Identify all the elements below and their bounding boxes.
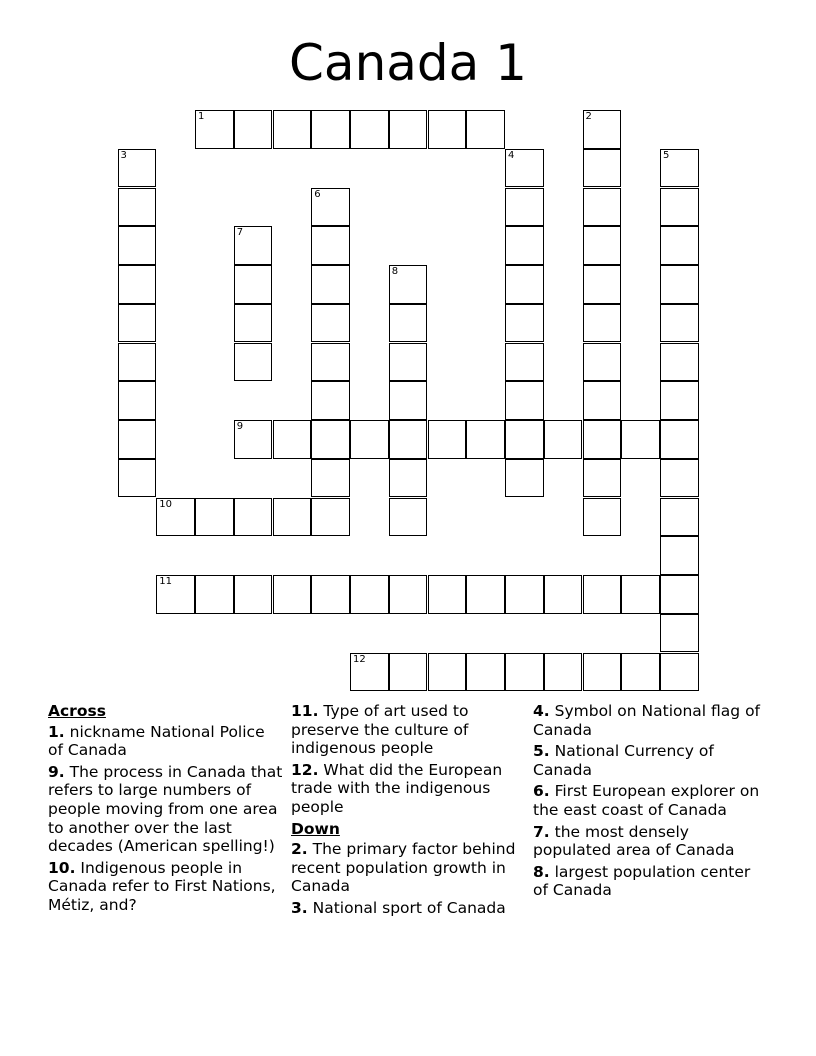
grid-cell[interactable] [273, 498, 312, 537]
clue-number: 4 [508, 149, 515, 161]
grid-cell[interactable] [466, 575, 505, 614]
grid-cell[interactable] [273, 575, 312, 614]
grid-cell[interactable] [118, 265, 157, 304]
grid-cell[interactable] [311, 343, 350, 382]
grid-cell[interactable] [311, 304, 350, 343]
grid-cell[interactable] [118, 459, 157, 498]
grid-cell[interactable] [660, 459, 699, 498]
grid-cell[interactable] [428, 420, 467, 459]
grid-cell[interactable] [311, 226, 350, 265]
grid-cell[interactable] [660, 498, 699, 537]
grid-cell[interactable] [311, 381, 350, 420]
grid-cell[interactable] [195, 498, 234, 537]
clue-down-7: 7. the most densely populated area of Canada [533, 822, 735, 860]
grid-cell[interactable] [389, 110, 428, 149]
grid-cell[interactable] [621, 653, 660, 692]
grid-cell[interactable] [660, 149, 699, 188]
grid-cell[interactable] [505, 149, 544, 188]
grid-cell[interactable] [389, 420, 428, 459]
grid-cell[interactable] [660, 653, 699, 692]
grid-cell[interactable] [428, 653, 467, 692]
clue-number: 6 [314, 188, 321, 200]
grid-cell[interactable] [505, 653, 544, 692]
grid-cell[interactable] [311, 459, 350, 498]
clue-down-5: 5. National Currency of Canada [533, 742, 714, 779]
grid-cell[interactable] [156, 498, 195, 537]
grid-cell[interactable] [660, 536, 699, 575]
grid-cell[interactable] [118, 304, 157, 343]
clue-number: 11 [159, 576, 172, 587]
clue-down-4: 4. Symbol on National flag of Canada [533, 702, 761, 739]
clue-down-8: 8. largest population center of Canada [533, 862, 751, 900]
grid-cell[interactable] [389, 498, 428, 537]
grid-cell[interactable] [505, 226, 544, 265]
grid-cell[interactable] [234, 420, 273, 459]
grid-cell[interactable] [660, 188, 699, 227]
grid-cell[interactable] [466, 420, 505, 459]
clue-number: 10 [159, 498, 172, 510]
clue-number: 1 [198, 111, 205, 122]
grid-cell[interactable] [428, 575, 467, 614]
clue-number: 9 [236, 421, 244, 432]
grid-cell[interactable] [273, 110, 312, 149]
grid-cell[interactable] [311, 110, 350, 149]
grid-cell[interactable] [389, 265, 428, 304]
grid-cell[interactable] [505, 575, 544, 614]
clue-down-2: 2. The primary factor behind recent population growth in Canada [291, 840, 516, 896]
grid-cell[interactable] [505, 343, 544, 382]
grid-cell[interactable] [544, 653, 583, 692]
grid-cell[interactable] [621, 420, 660, 459]
clue-across-1: 1. nickname National Police of Canada [48, 722, 265, 760]
clue-across-12: 12. What did the European trade with the indigenous people [291, 760, 503, 816]
clue-down-6: 6. First European explorer on the east coast of Canada [533, 782, 760, 819]
grid-cell[interactable] [389, 381, 428, 420]
grid-cell[interactable] [660, 381, 699, 420]
grid-cell[interactable] [234, 304, 273, 343]
grid-cell[interactable] [389, 343, 428, 382]
clue-down-3: 3. National sport of Canada [291, 898, 506, 917]
grid-cell[interactable] [660, 614, 699, 653]
grid-cell[interactable] [660, 420, 699, 459]
grid-cell[interactable] [234, 226, 273, 265]
grid-cell[interactable] [583, 343, 622, 382]
clue-across-10: 10. Indigenous people in Canada refer to First Nations, Métiz, and? [48, 858, 276, 914]
grid-cell[interactable] [466, 653, 505, 692]
grid-cell[interactable] [660, 226, 699, 265]
grid-cell[interactable] [660, 575, 699, 614]
grid-cell[interactable] [234, 110, 273, 149]
grid-cell[interactable] [583, 265, 622, 304]
grid-cell[interactable] [311, 265, 350, 304]
grid-cell[interactable] [118, 343, 157, 382]
grid-cell[interactable] [311, 420, 350, 459]
clues-column-1 [48, 702, 284, 918]
grid-cell[interactable] [660, 265, 699, 304]
grid-cell[interactable] [118, 149, 157, 188]
clue-number: 7 [236, 227, 244, 239]
grid-cell[interactable] [583, 304, 622, 343]
grid-cell[interactable] [311, 498, 350, 537]
grid-cell[interactable] [118, 420, 157, 459]
grid-cell[interactable] [583, 381, 622, 420]
clue-number: 3 [120, 149, 127, 161]
grid-cell[interactable] [350, 110, 389, 149]
grid-cell[interactable] [350, 653, 389, 692]
grid-cell[interactable] [544, 420, 583, 459]
clues-column-2 [291, 702, 527, 921]
down-heading: Down [291, 819, 340, 838]
across-heading: Across [48, 702, 106, 720]
grid-cell[interactable] [156, 575, 195, 614]
grid-cell[interactable] [466, 110, 505, 149]
grid-cell[interactable] [583, 149, 622, 188]
clue-across-11: 11. Type of art used to preserve the culture of indigenous people [291, 702, 469, 758]
grid-cell[interactable] [195, 110, 234, 149]
grid-cell[interactable] [660, 304, 699, 343]
page-title: Canada 1 [289, 34, 527, 92]
clue-number: 12 [353, 653, 366, 665]
grid-cell[interactable] [660, 343, 699, 382]
grid-cell[interactable] [505, 459, 544, 498]
grid-cell[interactable] [234, 575, 273, 614]
grid-cell[interactable] [583, 226, 622, 265]
grid-cell[interactable] [505, 381, 544, 420]
grid-cell[interactable] [195, 575, 234, 614]
grid-cell[interactable] [234, 265, 273, 304]
grid-cell[interactable] [389, 459, 428, 498]
clue-across-9: 9. The process in Canada that refers to large numbers of people moving from one area to another over the last decades (American spelling!) [48, 762, 283, 856]
clue-number: 8 [391, 266, 399, 277]
grid-cell[interactable] [389, 304, 428, 343]
grid-cell[interactable] [583, 420, 622, 459]
grid-cell[interactable] [583, 110, 622, 149]
grid-cell[interactable] [544, 575, 583, 614]
grid-cell[interactable] [234, 498, 273, 537]
grid-cell[interactable] [389, 575, 428, 614]
grid-cell[interactable] [583, 575, 622, 614]
grid-cell[interactable] [118, 188, 157, 227]
grid-cell[interactable] [389, 653, 428, 692]
grid-cell[interactable] [505, 420, 544, 459]
grid-cell[interactable] [428, 110, 467, 149]
grid-cell[interactable] [583, 498, 622, 537]
clue-number: 2 [585, 111, 592, 122]
grid-cell[interactable] [311, 188, 350, 227]
grid-cell[interactable] [350, 575, 389, 614]
grid-cell[interactable] [505, 265, 544, 304]
clue-number: 5 [663, 149, 670, 161]
clues-column-3 [533, 702, 769, 903]
grid-cell[interactable] [583, 459, 622, 498]
grid-cell[interactable] [118, 226, 157, 265]
grid-cell[interactable] [118, 381, 157, 420]
grid-cell[interactable] [311, 575, 350, 614]
grid-cell[interactable] [583, 653, 622, 692]
grid-cell[interactable] [273, 420, 312, 459]
grid-cell[interactable] [505, 188, 544, 227]
grid-cell[interactable] [505, 304, 544, 343]
grid-cell[interactable] [350, 420, 389, 459]
grid-cell[interactable] [621, 575, 660, 614]
grid-cell[interactable] [234, 343, 273, 382]
grid-cell[interactable] [583, 188, 622, 227]
